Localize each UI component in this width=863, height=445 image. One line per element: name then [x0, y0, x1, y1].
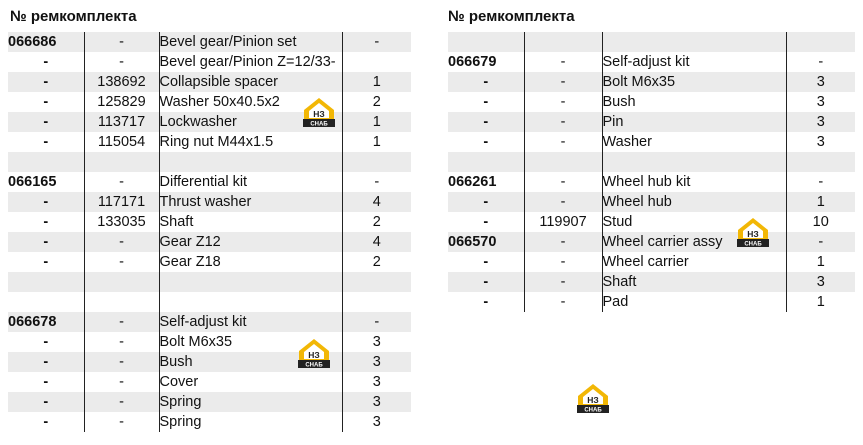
table-row — [8, 112, 411, 132]
table-row — [448, 252, 855, 272]
table-row — [8, 412, 411, 432]
right-title: № ремкомплекта — [448, 8, 575, 25]
kit-number-cell: - — [8, 92, 84, 112]
description-cell: Cover — [159, 372, 342, 392]
description-cell: Washer — [602, 132, 786, 152]
quantity-cell: 3 — [786, 132, 855, 152]
part-code-cell: - — [524, 272, 602, 292]
quantity-cell: 1 — [342, 112, 411, 132]
description-cell — [159, 152, 342, 172]
quantity-cell: 1 — [786, 252, 855, 272]
quantity-cell: - — [786, 232, 855, 252]
kit-number-cell: - — [448, 292, 524, 312]
kit-number-cell: - — [448, 252, 524, 272]
kit-number-cell — [448, 152, 524, 172]
table-row — [8, 192, 411, 212]
description-cell: Bush — [159, 352, 342, 372]
kit-number-cell — [448, 32, 524, 52]
quantity-cell: 10 — [786, 212, 855, 232]
kit-number-cell: - — [448, 112, 524, 132]
nz-snab-logo — [301, 96, 337, 128]
part-code-cell: - — [84, 32, 159, 52]
part-code-cell: - — [84, 352, 159, 372]
table-row — [8, 372, 411, 392]
part-code-cell: - — [524, 172, 602, 192]
part-code-cell: 138692 — [84, 72, 159, 92]
kit-number-cell — [8, 152, 84, 172]
description-cell: Wheel carrier assy — [602, 232, 786, 252]
description-cell: Shaft — [159, 212, 342, 232]
kit-number-cell: - — [8, 72, 84, 92]
kit-number-cell: - — [8, 52, 84, 72]
part-code-cell: - — [524, 72, 602, 92]
kit-number-cell: - — [8, 212, 84, 232]
nz-snab-logo — [296, 337, 332, 369]
description-cell: Ring nut M44x1.5 — [159, 132, 342, 152]
description-cell — [602, 152, 786, 172]
kit-number-cell: 066165 — [8, 172, 84, 192]
quantity-cell — [342, 152, 411, 172]
table-row — [448, 32, 855, 52]
quantity-cell: - — [342, 32, 411, 52]
quantity-cell: 1 — [342, 132, 411, 152]
kit-number-cell: - — [448, 192, 524, 212]
logo-letters: НЗ — [308, 350, 320, 360]
table-row — [8, 92, 411, 112]
kit-number-cell: - — [448, 132, 524, 152]
table-row — [448, 112, 855, 132]
kit-number-cell: 066686 — [8, 32, 84, 52]
description-cell: Bolt M6x35 — [159, 332, 342, 352]
quantity-cell: - — [786, 52, 855, 72]
description-cell: Bolt M6x35 — [602, 72, 786, 92]
part-code-cell: 133035 — [84, 212, 159, 232]
table-row — [448, 232, 855, 252]
part-code-cell: - — [524, 52, 602, 72]
description-cell: Thrust washer — [159, 192, 342, 212]
table-row — [8, 312, 411, 332]
part-code-cell: - — [524, 92, 602, 112]
logo-caption: СНАБ — [744, 241, 762, 248]
kit-number-cell: - — [8, 352, 84, 372]
description-cell: Spring — [159, 412, 342, 432]
description-cell: Stud — [602, 212, 786, 232]
table-row — [448, 192, 855, 212]
description-cell: Self-adjust kit — [159, 312, 342, 332]
description-cell: Pin — [602, 112, 786, 132]
kit-number-cell: - — [8, 232, 84, 252]
logo-letters: НЗ — [587, 395, 599, 405]
quantity-cell — [786, 32, 855, 52]
kit-number-cell: - — [8, 112, 84, 132]
table-row — [8, 232, 411, 252]
table-row — [8, 252, 411, 272]
table-row — [448, 52, 855, 72]
quantity-cell: 2 — [342, 252, 411, 272]
table-row — [448, 92, 855, 112]
quantity-cell — [342, 272, 411, 292]
part-code-cell: - — [84, 252, 159, 272]
quantity-cell: 3 — [786, 72, 855, 92]
part-code-cell: - — [84, 372, 159, 392]
part-code-cell: 125829 — [84, 92, 159, 112]
description-cell: Wheel hub — [602, 192, 786, 212]
table-row — [448, 72, 855, 92]
description-cell: Pad — [602, 292, 786, 312]
left-kit-table — [8, 32, 411, 432]
quantity-cell: 3 — [342, 392, 411, 412]
quantity-cell: 3 — [342, 332, 411, 352]
kit-number-cell: 066261 — [448, 172, 524, 192]
part-code-cell — [84, 292, 159, 312]
quantity-cell — [342, 52, 411, 72]
table-row — [8, 132, 411, 152]
quantity-cell: 1 — [342, 72, 411, 92]
description-cell: Bevel gear/Pinion set — [159, 32, 342, 52]
table-row — [448, 292, 855, 312]
table-row — [8, 152, 411, 172]
table-row — [448, 212, 855, 232]
kit-number-cell: - — [448, 92, 524, 112]
quantity-cell — [786, 152, 855, 172]
quantity-cell: 4 — [342, 192, 411, 212]
kit-number-cell: - — [448, 272, 524, 292]
kit-number-cell: - — [8, 252, 84, 272]
quantity-cell: 3 — [342, 352, 411, 372]
quantity-cell: - — [342, 312, 411, 332]
part-code-cell: - — [524, 232, 602, 252]
kit-number-cell: - — [8, 372, 84, 392]
quantity-cell: - — [786, 172, 855, 192]
description-cell: Wheel hub kit — [602, 172, 786, 192]
table-row — [8, 352, 411, 372]
quantity-cell: 3 — [342, 412, 411, 432]
part-code-cell: - — [524, 192, 602, 212]
table-row — [8, 32, 411, 52]
quantity-cell: 1 — [786, 192, 855, 212]
part-code-cell: - — [84, 232, 159, 252]
part-code-cell — [84, 272, 159, 292]
description-cell: Shaft — [602, 272, 786, 292]
logo-letters: НЗ — [313, 109, 325, 119]
table-row — [448, 172, 855, 192]
part-code-cell: - — [524, 132, 602, 152]
table-row — [448, 152, 855, 172]
logo-letters: НЗ — [747, 229, 759, 239]
right-kit-table — [448, 32, 855, 312]
table-row — [8, 172, 411, 192]
description-cell — [159, 272, 342, 292]
kit-number-cell: - — [448, 212, 524, 232]
part-code-cell: - — [84, 52, 159, 72]
description-cell: Collapsible spacer — [159, 72, 342, 92]
description-cell: Gear Z12 — [159, 232, 342, 252]
kit-number-cell: 066679 — [448, 52, 524, 72]
description-cell: Self-adjust kit — [602, 52, 786, 72]
table-row — [8, 52, 411, 72]
description-cell: Washer 50x40.5x2 — [159, 92, 342, 112]
kit-number-cell: - — [8, 412, 84, 432]
part-code-cell: 115054 — [84, 132, 159, 152]
table-row — [8, 392, 411, 412]
kit-number-cell: 066678 — [8, 312, 84, 332]
kit-number-cell: - — [448, 72, 524, 92]
description-cell: Bevel gear/Pinion Z=12/33- — [159, 52, 342, 72]
part-code-cell — [84, 152, 159, 172]
table-row — [8, 212, 411, 232]
quantity-cell: 3 — [786, 92, 855, 112]
kit-number-cell: - — [8, 392, 84, 412]
description-cell: Spring — [159, 392, 342, 412]
quantity-cell: 3 — [342, 372, 411, 392]
part-code-cell: - — [524, 252, 602, 272]
description-cell: Bush — [602, 92, 786, 112]
nz-snab-logo — [575, 382, 611, 414]
nz-snab-logo — [735, 216, 771, 248]
quantity-cell: 3 — [786, 272, 855, 292]
description-cell — [602, 32, 786, 52]
quantity-cell: 2 — [342, 212, 411, 232]
description-cell: Wheel carrier — [602, 252, 786, 272]
table-row — [448, 272, 855, 292]
logo-caption: СНАБ — [584, 407, 602, 414]
part-code-cell: - — [84, 332, 159, 352]
part-code-cell: - — [84, 412, 159, 432]
part-code-cell: - — [84, 392, 159, 412]
part-code-cell: 117171 — [84, 192, 159, 212]
kit-number-cell: - — [8, 332, 84, 352]
quantity-cell: 3 — [786, 112, 855, 132]
kit-number-cell: - — [8, 192, 84, 212]
table-row — [8, 72, 411, 92]
part-code-cell: - — [84, 312, 159, 332]
part-code-cell: 113717 — [84, 112, 159, 132]
kit-number-cell — [8, 272, 84, 292]
quantity-cell: - — [342, 172, 411, 192]
description-cell: Differential kit — [159, 172, 342, 192]
kit-number-cell — [8, 292, 84, 312]
quantity-cell: 4 — [342, 232, 411, 252]
description-cell: Lockwasher — [159, 112, 342, 132]
kit-number-cell: 066570 — [448, 232, 524, 252]
quantity-cell: 2 — [342, 92, 411, 112]
part-code-cell: - — [524, 112, 602, 132]
part-code-cell: - — [84, 172, 159, 192]
description-cell: Gear Z18 — [159, 252, 342, 272]
logo-caption: СНАБ — [310, 121, 328, 128]
kit-number-cell: - — [8, 132, 84, 152]
part-code-cell — [524, 152, 602, 172]
part-code-cell — [524, 32, 602, 52]
quantity-cell — [342, 292, 411, 312]
logo-caption: СНАБ — [305, 362, 323, 369]
quantity-cell: 1 — [786, 292, 855, 312]
table-row — [8, 332, 411, 352]
table-row — [448, 132, 855, 152]
part-code-cell: - — [524, 292, 602, 312]
table-row — [8, 272, 411, 292]
description-cell — [159, 292, 342, 312]
table-row — [8, 292, 411, 312]
left-title: № ремкомплекта — [10, 8, 137, 25]
part-code-cell: 119907 — [524, 212, 602, 232]
